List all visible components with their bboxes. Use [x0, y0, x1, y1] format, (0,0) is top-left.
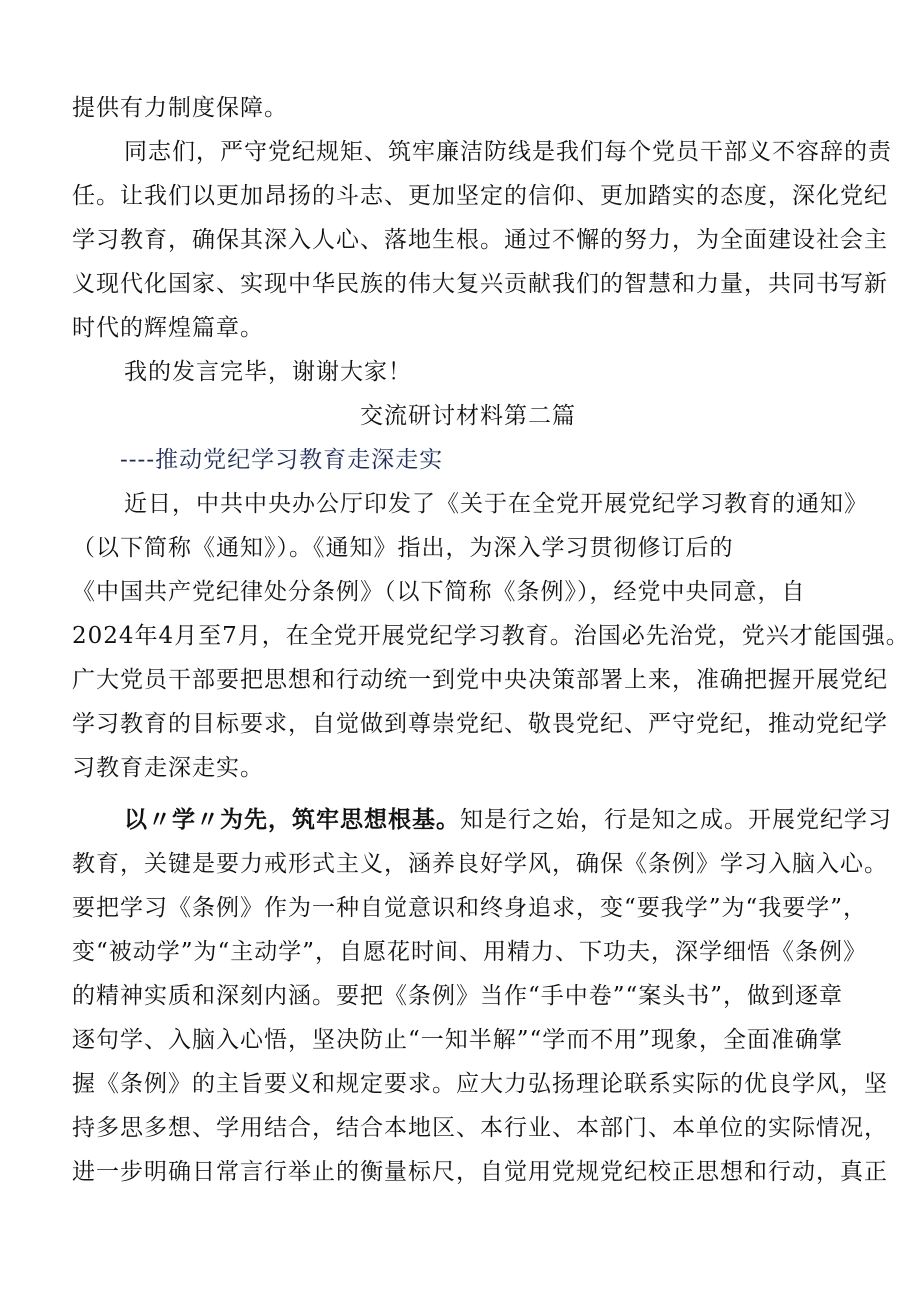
paragraph-line: 同志们，严守党纪规矩、筑牢廉洁防线是我们每个党员干部义不容辞的责: [124, 139, 892, 165]
paragraph-line: 学习教育的目标要求，自觉做到尊崇党纪、敬畏党纪、严守党纪，推动党纪学: [72, 711, 888, 737]
paragraph-line: 提供有力制度保障。: [72, 95, 288, 121]
closing-paragraph: [72, 130, 892, 350]
paragraph-line: （以下简称《通知》）。《通知》指出，为深入学习贯彻修订后的: [72, 535, 734, 561]
paragraph-line: 习教育走深走实。: [72, 755, 264, 781]
paragraph-line: 教育，关键是要力戒形式主义，涵养良好学风，确保《条例》学习入脑入心。: [72, 851, 888, 877]
paragraph-line: 近日，中共中央办公厅印发了《关于在全党开展党纪学习教育的通知》: [124, 491, 868, 517]
paragraph-line: 2024年4月至7月，在全党开展党纪学习教育。治国必先治党，党兴才能国强。: [72, 623, 910, 649]
paragraph-line: 《中国共产党纪律处分条例》（以下简称《条例》），经党中央同意，自: [72, 579, 806, 605]
paragraph-line: [72, 798, 892, 842]
paragraph-line: 要把学习《条例》作为一种自觉意识和终身追求，变“要我学”为“我要学”，: [72, 895, 868, 921]
paragraph-line: 义现代化国家、实现中华民族的伟大复兴贡献我们的智慧和力量，共同书写新: [72, 271, 888, 297]
paragraph-text: 知是行之始，行是知之成。开展党纪学习: [460, 807, 892, 833]
paragraph-line: 握《条例》的主旨要义和规定要求。应大力弘扬理论联系实际的优良学风，坚: [72, 1071, 888, 1097]
paragraph-line: 的精神实质和深刻内涵。要把《条例》当作“手中卷”“案头书”，做到逐章: [72, 983, 844, 1009]
paragraph-line: 广大党员干部要把思想和行动统一到党中央决策部署上来，准确把握开展党纪: [72, 667, 888, 693]
paragraph-line: 变“被动学”为“主动学”，自愿花时间、用精力、下功夫，深学细悟《条例》: [72, 939, 868, 965]
paragraph-line: 逐句学、入脑入心悟，坚决防止“一知半解”“学而不用”现象，全面准确掌: [72, 1027, 844, 1053]
paragraph-heading: 以〃学〃为先，筑牢思想根基。: [124, 807, 460, 833]
section-subtitle: ----推动党纪学习教育走深走实: [120, 447, 444, 473]
study-paragraph: [72, 798, 892, 1194]
paragraph-line: 进一步明确日常言行举止的衡量标尺，自觉用党规党纪校正思想和行动，真正: [72, 1159, 888, 1185]
document-page: [72, 86, 910, 1194]
paragraph-line: 时代的辉煌篇章。: [72, 315, 264, 341]
paragraph-line: 持多思多想、学用结合，结合本地区、本行业、本部门、本单位的实际情况，: [72, 1115, 888, 1141]
closing-remark: 我的发言完毕，谢谢大家！: [124, 359, 412, 385]
paragraph-line: 任。让我们以更加昂扬的斗志、更加坚定的信仰、更加踏实的态度，深化党纪: [72, 183, 888, 209]
paragraph-line: 学习教育，确保其深入人心、落地生根。通过不懈的努力，为全面建设社会主: [72, 227, 888, 253]
section-title: 交流研讨材料第二篇: [360, 403, 576, 429]
intro-paragraph: [72, 482, 910, 790]
